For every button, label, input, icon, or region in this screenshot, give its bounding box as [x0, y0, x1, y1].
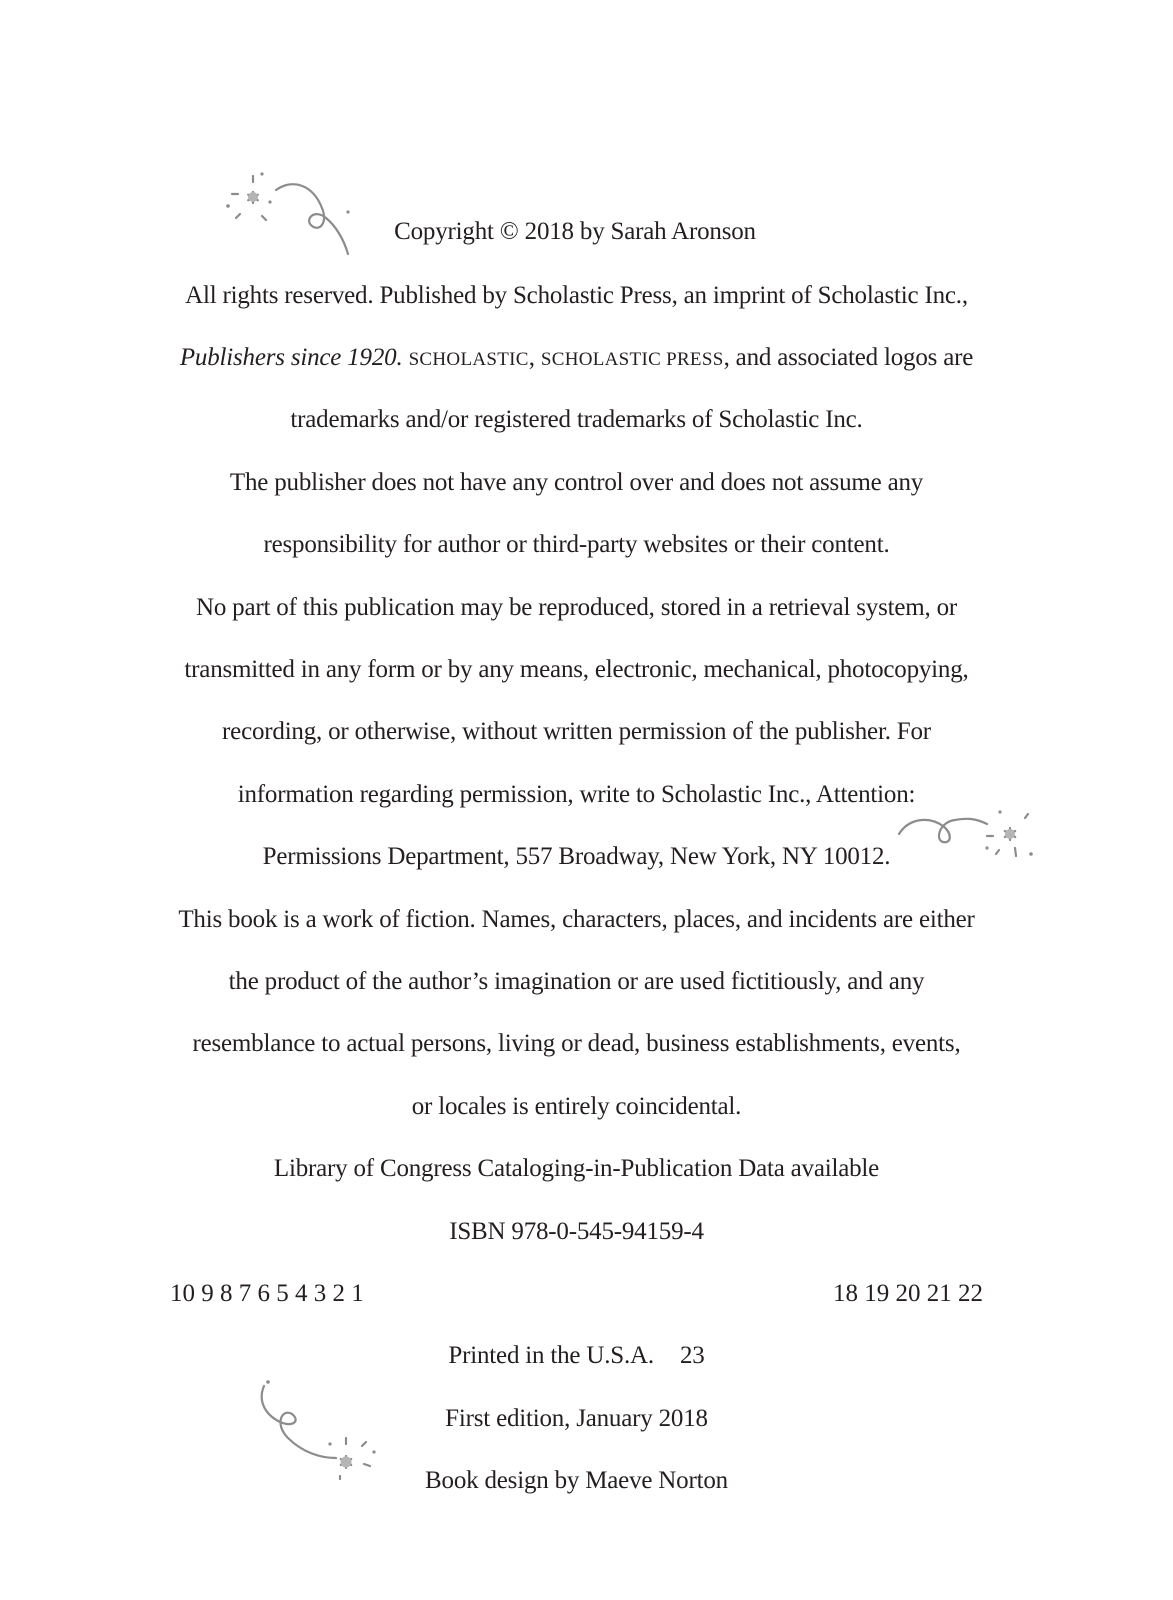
copyright-text: Copyright © 2018 by Sarah Aronson	[394, 218, 756, 245]
edition-line: First edition, January 2018	[445, 1405, 708, 1432]
permissions-line-2: transmitted in any form or by any means, electronic, mechanical, photocopying,	[184, 656, 969, 683]
printed-in-text: Printed in the U.S.A.	[448, 1342, 654, 1369]
publishers-since-text: Publishers since 1920.	[179, 344, 403, 371]
year-numbers: 18 19 20 21 22	[833, 1280, 983, 1307]
permissions-line-5: Permissions Department, 557 Broadway, New York, NY 10012.	[262, 843, 891, 870]
scholastic-trademark: SCHOLASTIC	[408, 349, 529, 370]
cip-line: Library of Congress Cataloging-in-Publication Data available	[273, 1155, 880, 1182]
rights-line-2	[0, 343, 1153, 375]
fiction-line-4: or locales is entirely coincidental.	[411, 1093, 742, 1120]
printing-numbers: 10 9 8 7 6 5 4 3 2 1	[170, 1280, 364, 1307]
copyright-line	[0, 217, 1150, 247]
rights-line-1: All rights reserved. Published by Scholastic Press, an imprint of Scholastic Inc.,	[185, 282, 968, 309]
fiction-line-3: resemblance to actual persons, living or dead, business establishments, events,	[192, 1030, 961, 1057]
printed-code: 23	[679, 1342, 705, 1369]
liability-line-2: responsibility for author or third-party websites or their content.	[263, 531, 890, 558]
design-credit-line: Book design by Maeve Norton	[425, 1467, 728, 1494]
permissions-line-1: No part of this publication may be reproduced, stored in a retrieval system, or	[195, 594, 958, 621]
fiction-line-1: This book is a work of fiction. Names, characters, places, and incidents are either	[178, 906, 975, 933]
permissions-line-3: recording, or otherwise, without written permission of the publisher. For	[222, 718, 931, 745]
trademark-separator: ,	[528, 344, 541, 371]
fiction-line-2: the product of the author’s imagination or are used fictitiously, and any	[228, 968, 925, 995]
logos-text: , and associated logos are	[723, 344, 974, 371]
scholastic-press-trademark: SCHOLASTIC PRESS	[540, 349, 724, 370]
rights-line-3: trademarks and/or registered trademarks of Scholastic Inc.	[290, 406, 863, 433]
isbn-line: ISBN 978-0-545-94159-4	[449, 1218, 704, 1245]
printed-in-line	[0, 1341, 1153, 1371]
liability-line-1: The publisher does not have any control over and does not assume any	[229, 469, 924, 496]
permissions-line-4: information regarding permission, write to Scholastic Inc., Attention:	[237, 781, 916, 808]
